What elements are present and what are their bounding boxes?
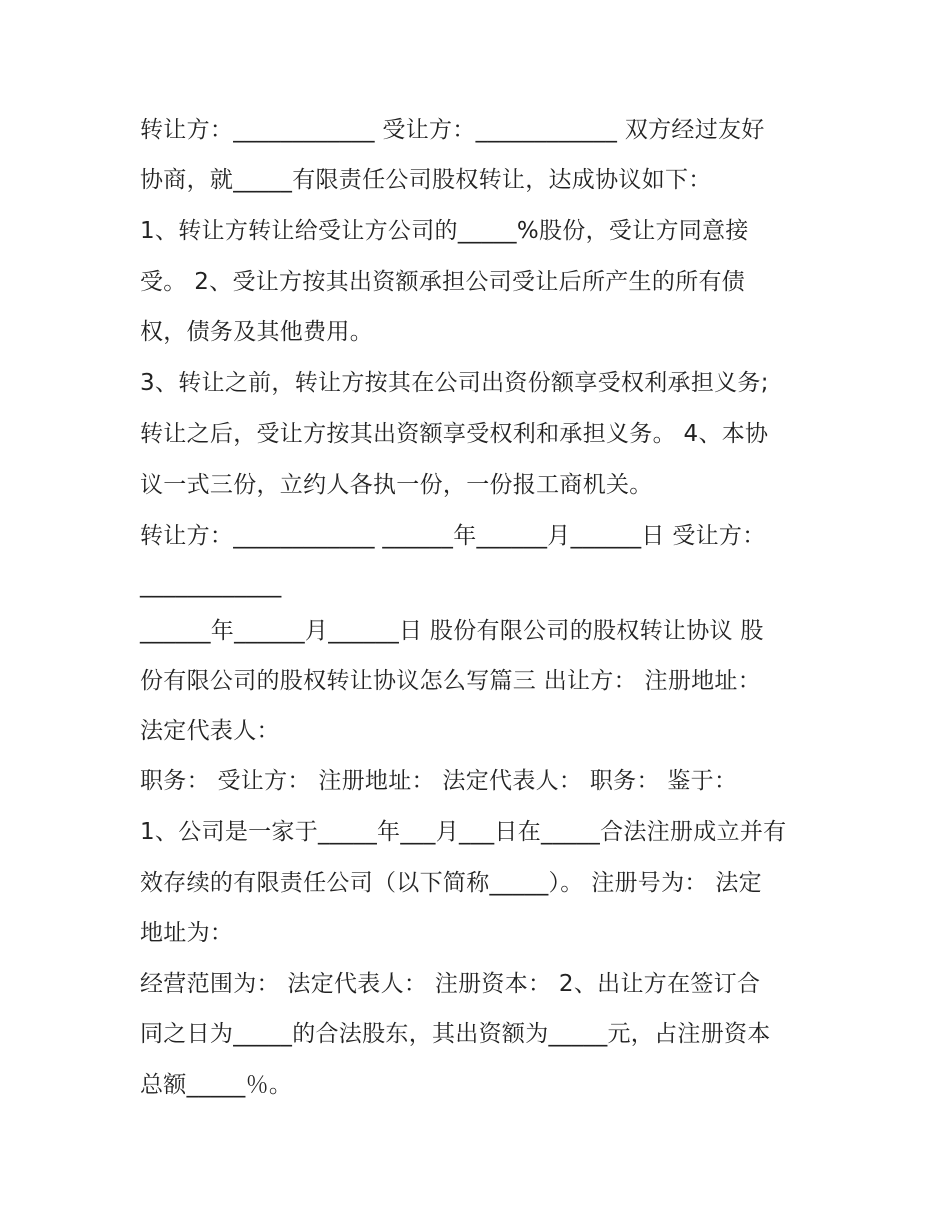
- text-line: 1、转让方转让给受让方公司的_____%股份，受让方同意接: [140, 218, 749, 244]
- text-line: 职务： 受让方： 注册地址： 法定代表人： 职务： 鉴于：: [140, 768, 738, 794]
- text-line: 份有限公司的股权转让协议怎么写篇三 出让方： 注册地址：: [140, 668, 762, 694]
- signature-blank: ____________: [140, 572, 282, 598]
- text-line: 经营范围为： 法定代表人： 注册资本： 2、出让方在签订合: [140, 971, 761, 997]
- text-line: 地址为：: [140, 920, 234, 946]
- text-line: 转让方：____________ 受让方：____________ 双方经过友好: [140, 117, 765, 143]
- text-line: 转让之后，受让方按其出资额享受权利和承担义务。 4、本协: [140, 421, 769, 447]
- text-line: 法定代表人：: [140, 718, 280, 744]
- text-line: 权，债务及其他费用。: [140, 319, 373, 345]
- text-line: ______年______月______日 股份有限公司的股权转让协议 股: [140, 618, 764, 644]
- text-line: 协商，就_____有限责任公司股权转让，达成协议如下：: [140, 167, 712, 193]
- text-line: 受。 2、受让方按其出资额承担公司受让后所产生的所有债: [140, 269, 746, 295]
- text-line: 议一式三份，立约人各执一份，一份报工商机关。: [140, 472, 653, 498]
- text-line: 1、公司是一家于_____年___月___日在_____合法注册成立并有: [140, 819, 787, 845]
- signature-line: 转让方：____________ ______年______月______日 受让方：: [140, 523, 766, 549]
- text-line: 同之日为_____的合法股东，其出资额为_____元，占注册资本: [140, 1021, 771, 1047]
- text-line: 3、转让之前，转让方按其在公司出资份额享受权利承担义务;: [140, 370, 769, 396]
- text-line: 总额_____％。: [140, 1072, 293, 1098]
- text-line: 效存续的有限责任公司（以下简称_____）。 注册号为： 法定: [140, 870, 762, 896]
